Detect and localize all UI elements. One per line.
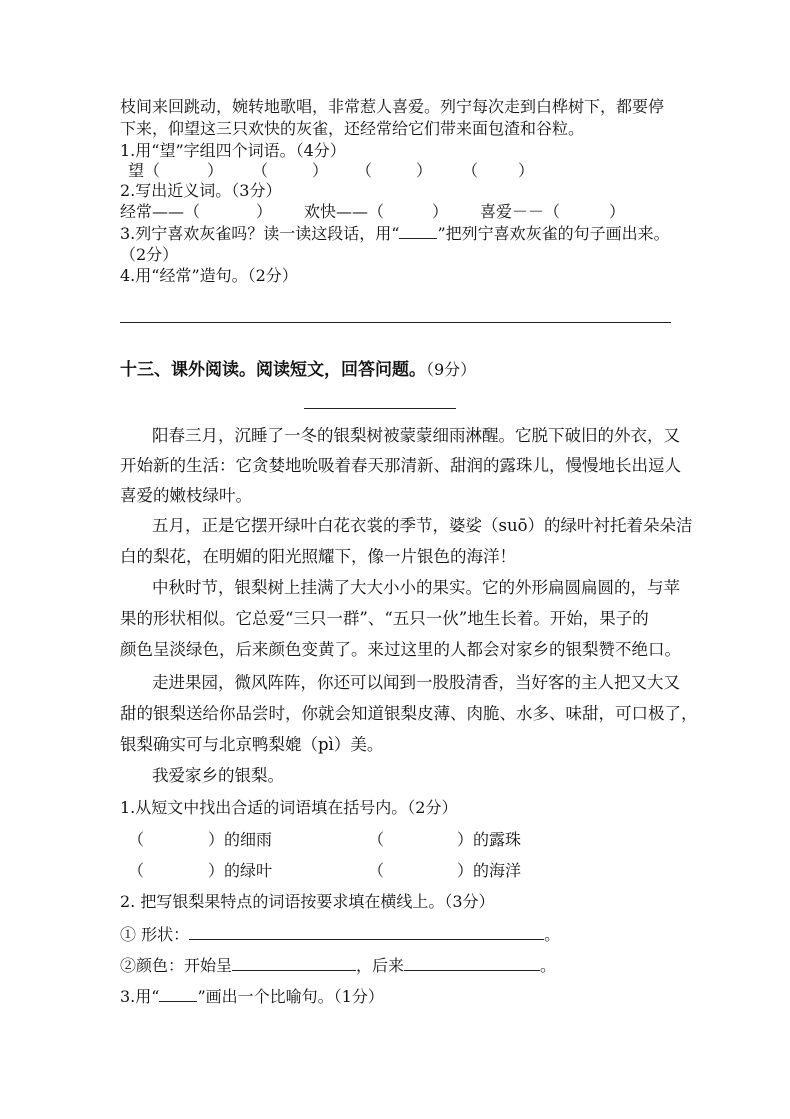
answer-open: 望（ <box>128 161 161 180</box>
section-score: （9分） <box>426 360 477 379</box>
question-3-text: 3.用“ <box>120 987 160 1006</box>
answer-close: ）的海洋 <box>457 861 522 880</box>
question-2: 2.写出近义词。（3分） <box>120 181 282 200</box>
passage-line: 白的梨花，在明媚的阳光照耀下，像一片银色的海洋！ <box>120 547 516 566</box>
question-1: 1.用“望”字组四个词语。（4分） <box>120 141 346 160</box>
question-3-text: 3.列宁喜欢灰雀吗？读一读这段话，用“ <box>120 224 400 243</box>
passage-line: 阳春三月，沉睡了一冬的银梨树被蒙蒙细雨淋醒。它脱下破旧的外衣，又 <box>152 426 680 445</box>
answer-close: ） <box>432 202 449 221</box>
passage-line: 甜的银梨送给你品尝时，你就会知道银梨皮薄、肉脆、水多、味甜，可口极了， <box>120 704 698 723</box>
answer-line <box>120 322 671 323</box>
period: 。 <box>540 956 557 975</box>
shape-answer-row <box>120 925 560 945</box>
section-heading-text: 十三、课外阅读。阅读短文，回答问题。 <box>120 360 426 380</box>
passage-line: 中秋时节，银梨树上挂满了大大小小的果实。它的外形扁圆扁圆的，与苹 <box>152 578 680 597</box>
answer-close: ）的绿叶 <box>208 861 273 880</box>
answer-open: （ <box>368 861 385 880</box>
section-heading <box>120 360 476 380</box>
synonym-prompt: 喜爱－－（ <box>480 202 561 221</box>
answer-open: （ <box>356 161 373 180</box>
answer-close: ） <box>256 202 273 221</box>
passage-line: 五月，正是它摆开绿叶白花衣裳的季节，婆娑（suō）的绿叶衬托着朵朵洁 <box>152 516 693 535</box>
passage-line: 银梨确实可与北京鸭梨媲（pì）美。 <box>120 735 384 754</box>
answer-open: （ <box>462 161 479 180</box>
answer-close: ） <box>312 161 329 180</box>
passage-line: 枝间来回跳动，婉转地歌唱，非常惹人喜爱。列宁每次走到白桦树下，都要停 <box>120 97 665 116</box>
answer-close: ）的露珠 <box>457 830 522 849</box>
synonym-prompt: 经常——（ <box>120 202 201 221</box>
question-1: 1.从短文中找出合适的词语填在括号内。（2分） <box>120 798 458 817</box>
underline-blank <box>404 956 540 971</box>
answer-open: （ <box>128 830 145 849</box>
answer-open: （ <box>252 161 269 180</box>
synonym-prompt: 欢快——（ <box>304 202 385 221</box>
underline-blank <box>399 224 437 239</box>
question-3-score: （2分） <box>120 245 179 264</box>
passage-line: 喜爱的嫩枝绿叶。 <box>120 486 252 505</box>
period: 。 <box>544 925 561 944</box>
question-3 <box>120 987 384 1007</box>
passage-line: 颜色呈淡绿色，后来颜色变黄了。来过这里的人都会对家乡的银梨赞不绝口。 <box>120 640 681 659</box>
question-2: 2. 把写银梨果特点的词语按要求填在横线上。（3分） <box>120 892 495 911</box>
passage-line: 下来，仰望这三只欢快的灰雀，还经常给它们带来面包渣和谷粒。 <box>120 119 585 138</box>
answer-close: ） <box>207 161 224 180</box>
underline-blank <box>232 956 356 971</box>
question-3 <box>120 224 670 244</box>
answer-open: （ <box>128 861 145 880</box>
passage-line: 果的形状相似。它总爱“三只一群”、“五只一伙”地生长着。开始，果子的 <box>120 609 649 628</box>
answer-close: ） <box>416 161 433 180</box>
question-3-text: ”画出一个比喻句。（1分） <box>197 987 384 1006</box>
answer-open: （ <box>368 830 385 849</box>
passage-line: 我爱家乡的银梨。 <box>152 766 284 785</box>
title-blank-line <box>304 408 456 409</box>
later-label: ，后来 <box>356 956 405 975</box>
question-4: 4.用“经常”造句。（2分） <box>120 266 298 285</box>
answer-close: ） <box>609 202 626 221</box>
question-3-text: ”把列宁喜欢灰雀的句子画出来。 <box>437 224 670 243</box>
passage-line: 开始新的生活：它贪婪地吮吸着春天那清新、甜润的露珠儿，慢慢地长出逗人 <box>120 456 681 475</box>
underline-blank <box>159 987 197 1002</box>
color-label: ②颜色：开始呈 <box>120 956 233 975</box>
answer-close: ）的细雨 <box>208 830 273 849</box>
underline-blank <box>189 925 544 940</box>
passage-line: 走进果园，微风阵阵，你还可以闻到一股股清香，当好客的主人把又大又 <box>152 673 680 692</box>
answer-close: ） <box>518 161 535 180</box>
shape-label: ① 形状： <box>120 925 190 944</box>
color-answer-row <box>120 956 556 976</box>
